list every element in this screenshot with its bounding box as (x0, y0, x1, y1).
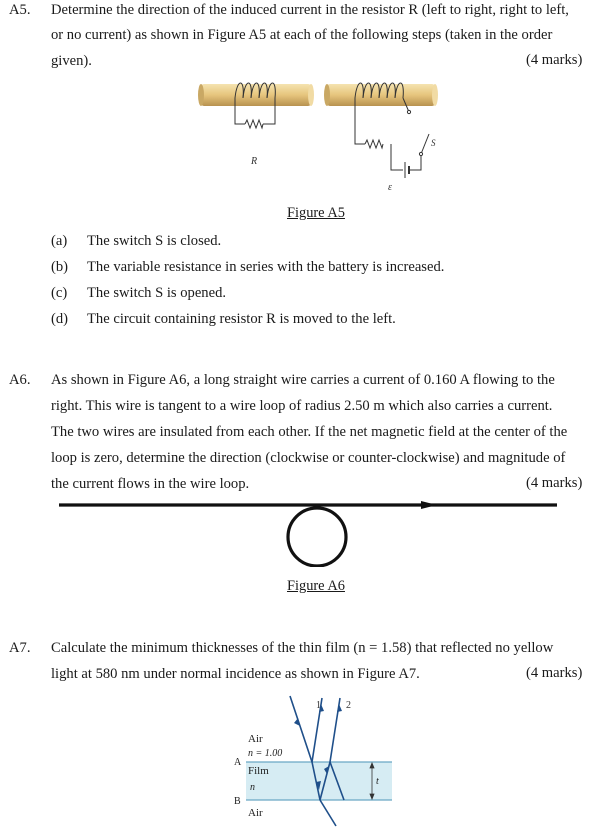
question-number-a5: A5. (9, 2, 31, 18)
figure-a5-caption: Figure A5 (287, 205, 345, 221)
question-a6-line-3: The two wires are insulated from each other. If the net magnetic field at the center of the (51, 424, 568, 440)
item-d-label: (d) (51, 311, 69, 327)
thickness-label-t: t (376, 776, 379, 787)
figure-label-r: R (251, 156, 258, 167)
figure-a6-diagram (55, 497, 560, 567)
question-a6-line-2: right. This wire is tangent to a wire loop of radius 2.50 m which also carries a current. (51, 398, 553, 414)
air-bottom-label: Air (248, 807, 263, 819)
marks-a6: (4 marks) (526, 475, 583, 491)
interface-label-b: B (234, 796, 241, 807)
question-a6-line-4: loop is zero, determine the direction (clockwise or counter-clockwise) and magnitude of (51, 450, 566, 466)
question-number-a6: A6. (9, 372, 31, 388)
film-label: Film (248, 765, 269, 777)
question-a5-line-3: given). (51, 53, 92, 69)
question-a5-line-2: or no current) as shown in Figure A5 at each of the following steps (taken in the order (51, 27, 553, 43)
marks-a5: (4 marks) (526, 52, 583, 68)
figure-a5-diagram (195, 72, 440, 200)
question-a6-line-5: the current flows in the wire loop. (51, 476, 250, 492)
left-iron-rod (198, 84, 314, 106)
item-b-text: The variable resistance in series with the battery is increased. (87, 259, 445, 275)
n-air-label: n = 1.00 (248, 748, 283, 759)
light-rays (290, 696, 344, 826)
question-a7-line-1: Calculate the minimum thicknesses of the thin film (n = 1.58) that reflected no yellow (51, 640, 554, 656)
question-a7-line-2: light at 580 nm under normal incidence as shown in Figure A7. (51, 666, 420, 682)
figure-a7-diagram (226, 690, 396, 828)
current-arrow-right (421, 501, 437, 509)
question-number-a7: A7. (9, 640, 31, 656)
figure-label-emf: ε (388, 182, 392, 193)
figure-a6-caption: Figure A6 (287, 578, 345, 594)
air-top-label: Air (248, 733, 263, 745)
item-c-text: The switch S is opened. (87, 285, 227, 301)
question-a5-line-1: Determine the direction of the induced current in the resistor R (left to right, right to left, (51, 2, 569, 18)
item-b-label: (b) (51, 259, 69, 275)
interface-label-a: A (234, 757, 242, 768)
item-a-text: The switch S is closed. (87, 233, 222, 249)
question-a6-line-1: As shown in Figure A6, a long straight wire carries a current of 0.160 A flowing to the (51, 372, 555, 388)
wire-loop (288, 508, 346, 566)
item-d-text: The circuit containing resistor R is moved to the left. (87, 311, 396, 327)
ray-label-1: 1 (316, 700, 321, 711)
ray-label-2: 2 (346, 700, 351, 711)
item-a-label: (a) (51, 233, 68, 249)
n-film-label: n (250, 782, 255, 793)
figure-label-s: S (431, 138, 436, 148)
item-c-label: (c) (51, 285, 68, 301)
marks-a7: (4 marks) (526, 665, 583, 681)
